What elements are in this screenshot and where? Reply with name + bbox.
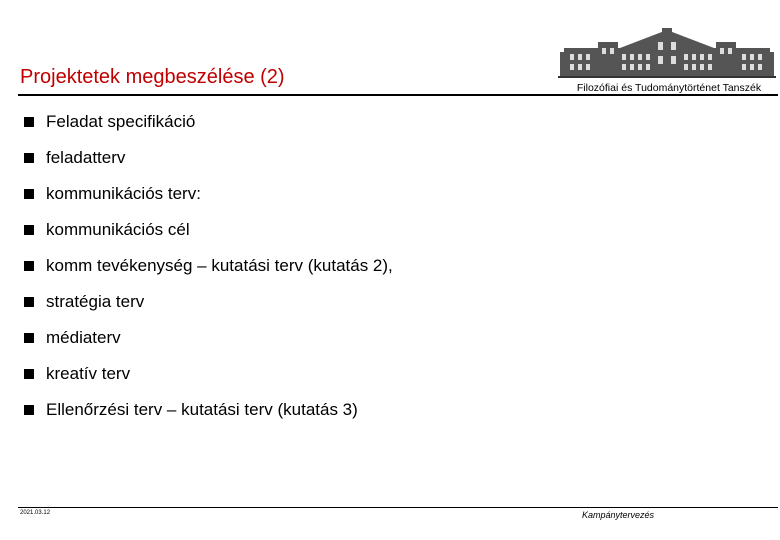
- list-item: [24, 176, 393, 212]
- square-bullet-icon: [24, 117, 34, 127]
- list-item: [24, 248, 393, 284]
- square-bullet-icon: [24, 333, 34, 343]
- list-item: [24, 212, 393, 248]
- list-item: [24, 392, 393, 428]
- list-item: [24, 140, 393, 176]
- list-item-text: komm tevékenység – kutatási terv (kutatás 2),: [46, 256, 393, 275]
- department-logo: [558, 28, 776, 98]
- bullet-list: [24, 104, 393, 428]
- list-item: [24, 104, 393, 140]
- list-item: [24, 356, 393, 392]
- list-item-text: kreatív terv: [46, 364, 131, 383]
- list-item-text: kommunikációs cél: [46, 220, 190, 239]
- footer-divider: [18, 507, 778, 508]
- list-item: [24, 284, 393, 320]
- footer-course-name: Kampánytervezés: [582, 510, 655, 520]
- square-bullet-icon: [24, 405, 34, 415]
- square-bullet-icon: [24, 369, 34, 379]
- square-bullet-icon: [24, 153, 34, 163]
- list-item: [24, 320, 393, 356]
- list-item-text: stratégia terv: [46, 292, 145, 311]
- footer-date: 2021.03.12: [20, 510, 51, 516]
- square-bullet-icon: [24, 261, 34, 271]
- list-item-text: Feladat specifikáció: [46, 112, 196, 131]
- square-bullet-icon: [24, 189, 34, 199]
- building-logo-icon: [558, 28, 776, 82]
- slide-title: Projektetek megbeszélése (2): [20, 66, 285, 88]
- list-item-text: feladatterv: [46, 148, 126, 167]
- square-bullet-icon: [24, 297, 34, 307]
- department-name: Filozófiai és Tudománytörténet Tanszék: [576, 82, 762, 94]
- square-bullet-icon: [24, 225, 34, 235]
- list-item-text: Ellenőrzési terv – kutatási terv (kutatás 3): [46, 400, 358, 419]
- list-item-text: médiaterv: [46, 328, 121, 347]
- list-item-text: kommunikációs terv:: [46, 184, 201, 203]
